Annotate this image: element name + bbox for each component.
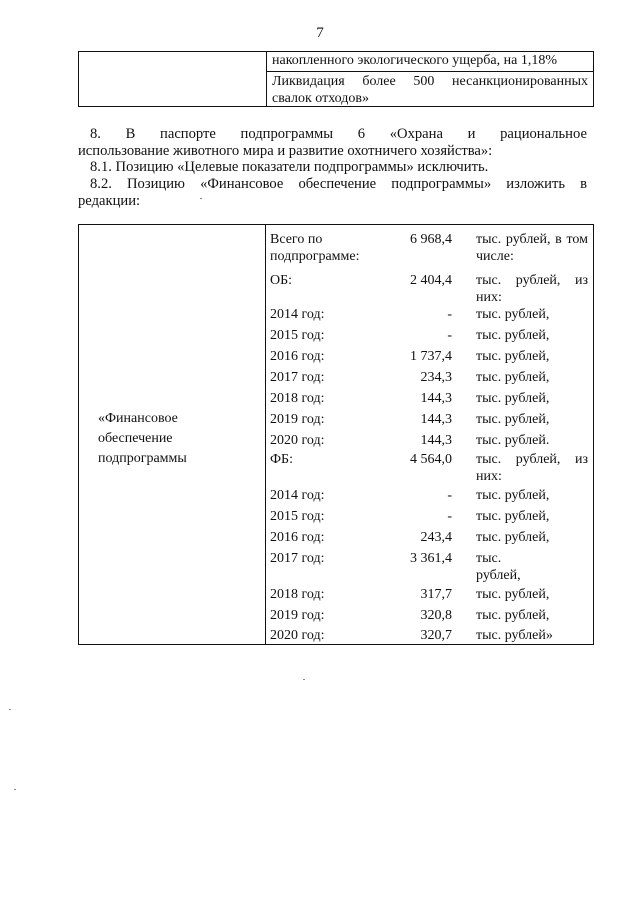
finance-row-value: 320,7: [420, 628, 452, 643]
finance-row-value: 3 361,4: [410, 551, 452, 566]
paragraph-8-2: [90, 176, 587, 193]
finance-row-unit: тыс. рублей»: [476, 628, 553, 643]
finance-row-label: 2017 год:: [270, 551, 325, 566]
finance-row-unit: тыс. рублей.: [476, 433, 550, 448]
finance-table-divider: [265, 224, 266, 645]
paragraph-8-2-line-2: редакции:: [78, 193, 141, 209]
paragraph-8-1: 8.1. Позицию «Целевые показатели подпрограммы» исключить.: [90, 159, 489, 175]
finance-row-label: 2018 год:: [270, 391, 325, 406]
left-label-line: подпрограммы: [98, 451, 187, 466]
finance-row-label: 2015 год:: [270, 328, 325, 343]
continuation-row-2: Ликвидация более 500 несанкционированных свалок отходов»: [272, 74, 588, 106]
finance-row-unit: тыс. рублей,: [476, 307, 550, 322]
finance-row-value: -: [447, 488, 452, 503]
scan-speck: [303, 679, 305, 680]
word: паспорте: [160, 126, 216, 142]
finance-row-label: 2020 год:: [270, 433, 325, 448]
finance-row-value: 144,3: [420, 433, 452, 448]
finance-row-value: 144,3: [420, 412, 452, 427]
table-row-divider: [266, 71, 594, 72]
finance-row-value: -: [447, 509, 452, 524]
finance-row-unit: тыс. рублей,: [476, 412, 550, 427]
paragraph-8: [90, 126, 587, 143]
finance-row-unit: тыс. рублей,: [476, 509, 550, 524]
finance-row-label: 2018 год:: [270, 587, 325, 602]
left-label-line: «Финансовое: [98, 411, 178, 426]
finance-row-value: 144,3: [420, 391, 452, 406]
finance-row-value: 6 968,4: [410, 232, 452, 247]
finance-row-label: 2014 год:: [270, 307, 325, 322]
scan-speck: [9, 709, 11, 710]
finance-row-value: -: [447, 307, 452, 322]
finance-row-unit: тыс. рублей,: [476, 488, 550, 503]
continuation-row-1: накопленного экологического ущерба, на 1,18%: [272, 53, 558, 68]
finance-row-value: 320,8: [420, 608, 452, 623]
finance-row-value: 2 404,4: [410, 273, 452, 288]
word: 6: [357, 126, 366, 142]
left-label-line: обеспечение: [98, 431, 173, 446]
finance-row-label: 2020 год:: [270, 628, 325, 643]
word: и: [467, 126, 476, 142]
scan-speck: [200, 198, 202, 199]
finance-row-label: 2015 год:: [270, 509, 325, 524]
finance-row-label: 2014 год:: [270, 488, 325, 503]
finance-row-label: 2019 год:: [270, 608, 325, 623]
word: «Охрана: [389, 126, 443, 142]
finance-row-unit: тыс. рублей,: [476, 349, 550, 364]
finance-row-unit: тыс. рублей,: [476, 391, 550, 406]
finance-row-unit: тыс. рублей,: [476, 551, 521, 583]
finance-row-value: 4 564,0: [410, 452, 452, 467]
finance-row-unit: тыс. рублей,: [476, 530, 550, 545]
word: В: [125, 126, 136, 142]
scan-speck: [14, 789, 16, 790]
finance-row-label: Всего по подпрограмме:: [270, 232, 360, 264]
finance-row-label: ОБ:: [270, 273, 293, 288]
page-number: 7: [316, 25, 324, 41]
finance-row-unit: тыс. рублей,: [476, 328, 550, 343]
finance-row-label: 2019 год:: [270, 412, 325, 427]
word: рациональное: [500, 126, 587, 142]
finance-row-value: 1 737,4: [410, 349, 452, 364]
finance-row-label: ФБ:: [270, 452, 293, 467]
paragraph-number: 8.: [90, 126, 101, 142]
finance-row-label: 2016 год:: [270, 349, 325, 364]
table-divider: [266, 51, 267, 107]
finance-row-unit: тыс. рублей,: [476, 370, 550, 385]
finance-table-left-cell: [98, 409, 248, 469]
finance-row-unit: тыс. рублей, из них:: [476, 452, 588, 484]
finance-row-unit: тыс. рублей, из них:: [476, 273, 588, 305]
finance-row-label: 2016 год:: [270, 530, 325, 545]
paragraph-8-line-2: использование животного мира и развитие охотничего хозяйства»:: [78, 143, 493, 159]
finance-row-value: 243,4: [420, 530, 452, 545]
finance-row-unit: тыс. рублей, в том числе:: [476, 232, 588, 264]
paragraph-8-2-text: 8.2. Позицию «Финансовое обеспечение подпрограммы» изложить в: [90, 176, 587, 192]
finance-row-unit: тыс. рублей,: [476, 587, 550, 602]
finance-row-value: -: [447, 328, 452, 343]
finance-row-label: 2017 год:: [270, 370, 325, 385]
finance-row-unit: тыс. рублей,: [476, 608, 550, 623]
word: подпрограммы: [240, 126, 334, 142]
finance-row-value: 234,3: [420, 370, 452, 385]
finance-row-value: 317,7: [420, 587, 452, 602]
